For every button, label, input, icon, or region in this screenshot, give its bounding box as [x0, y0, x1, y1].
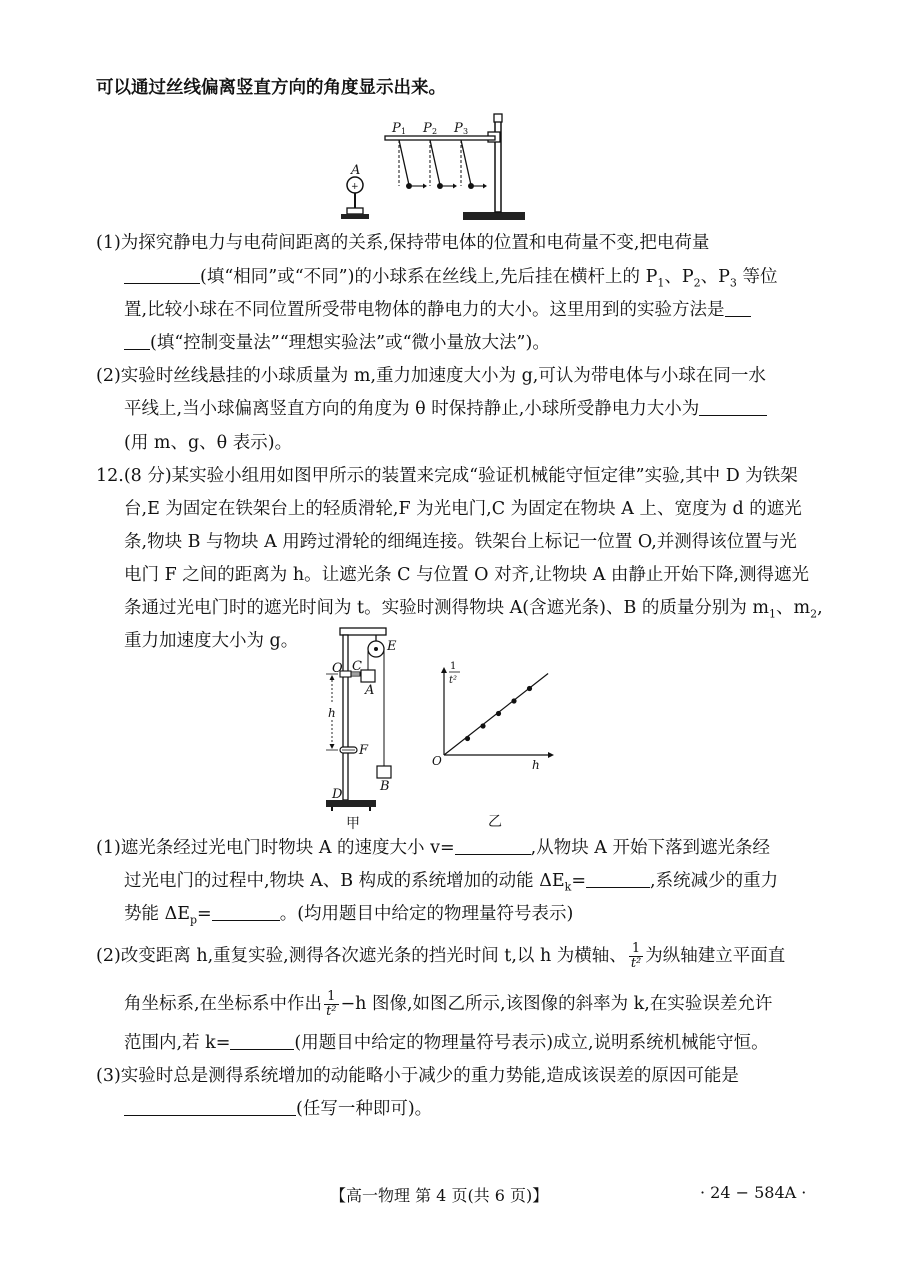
q12-stem-line5: 条通过光电门时的遮光时间为 t。实验时测得物块 A(含遮光条)、B 的质量分别为 $m_1$、$m_2$,	[124, 598, 823, 621]
caption-yi: 乙	[488, 814, 502, 830]
label-A-jia: A	[365, 683, 375, 698]
q12-stem-line2: 台,E 为固定在铁架台上的轻质滑轮,F 为光电门,C 为固定在物块 A 上、宽度为 d 的遮光	[124, 499, 802, 519]
label-C: C	[352, 659, 362, 674]
data-point	[480, 723, 485, 728]
q12-part3-line2: (任写一种即可)。	[124, 1097, 432, 1121]
label-h: h	[328, 706, 336, 720]
q12-blank-ek[interactable]	[586, 869, 650, 888]
q11-blank-1[interactable]	[124, 265, 200, 284]
label-D: D	[332, 787, 343, 802]
q11-blank-2b[interactable]	[124, 331, 150, 350]
origin-label: O	[432, 754, 442, 768]
data-point	[496, 711, 501, 716]
q12-blank-reason[interactable]	[124, 1097, 296, 1116]
fraction-1-over-t2: $\frac{1}{\text{t²}}$	[630, 941, 642, 971]
q12-part2-line1: (2)改变距离 h,重复实验,测得各次遮光条的挡光时间 t,以 h 为横轴、 $\frac{1}{\text{t²}}$ 为纵轴建立平面直	[96, 941, 786, 971]
q12-part2-line3: 范围内,若 k= (用题目中给定的物理量符号表示)成立,说明系统机械能守恒。	[124, 1033, 769, 1053]
apparatus-figure-jia	[318, 618, 418, 830]
svg-text:2: 2	[432, 127, 438, 136]
caption-jia: 甲	[346, 816, 360, 830]
q11-part1-line3: 置,比较小球在不同位置所受带电物体的静电力的大小。这里用到的实验方法是	[124, 298, 751, 322]
y-axis-label-den: t²	[449, 675, 458, 686]
q11-part2-line3: (用 m、g、θ 表示)。	[124, 433, 293, 453]
svg-text:P: P	[454, 121, 463, 136]
data-point	[527, 686, 532, 691]
graph-figure-yi	[430, 655, 560, 830]
footer-page-info: 【高一物理 第 4 页(共 6 页)】	[330, 1186, 549, 1205]
q11-part2-line1: (2)实验时丝线悬挂的小球质量为 m,重力加速度大小为 g,可认为带电体与小球在同一水	[96, 366, 766, 386]
label-A: A	[351, 163, 361, 178]
intro-line: 可以通过丝线偏离竖直方向的角度显示出来。	[96, 78, 446, 98]
q12-stem-line6: 重力加速度大小为 g。	[124, 631, 299, 651]
q11-blank-2a[interactable]	[725, 298, 751, 317]
x-axis-label: h	[532, 758, 540, 772]
fraction-1-over-t2-b: $\frac{1}{\text{t²}}$	[326, 989, 337, 1019]
q12-blank-k[interactable]	[230, 1031, 294, 1050]
q12-part1-line2: 过光电门的过程中,物块 A、B 构成的系统增加的动能 $\Delta E_k=$ ,系统减少的重力	[124, 871, 779, 894]
q11-part1-line4: (填“控制变量法”“理想实验法”或“微小量放大法”)。	[124, 331, 550, 355]
top-crossbar	[340, 628, 386, 635]
svg-text:+: +	[351, 182, 359, 192]
q12-part3-line1: (3)实验时总是测得系统增加的动能略小于减少的重力势能,造成该误差的原因可能是	[96, 1066, 739, 1086]
svg-text:1: 1	[401, 127, 407, 136]
q11-part1-line1: (1)为探究静电力与电荷间距离的关系,保持带电体的位置和电荷量不变,把电荷量	[96, 233, 710, 253]
stand-post	[343, 635, 348, 800]
q12-part2-line2: 角坐标系,在坐标系中作出 $\frac{1}{\text{t²}}$ −h 图像,如图乙所示,该图像的斜率为 k,在实验误差允许	[124, 989, 773, 1019]
q12-part1-line1: (1)遮光条经过光电门时物块 A 的速度大小 v= ,从物块 A 开始下落到遮光条经	[96, 838, 770, 858]
svg-text:P: P	[392, 121, 401, 136]
y-axis-label-num: 1	[450, 661, 457, 672]
q12-stem-line1: 12.(8 分)某实验小组用如图甲所示的装置来完成“验证机械能守恒定律”实验,其中 D 为铁架	[96, 466, 798, 486]
svg-text:3: 3	[463, 127, 469, 136]
label-F: F	[359, 743, 369, 758]
block-B	[377, 766, 391, 778]
horizontal-rod	[385, 136, 495, 140]
q11-part1-line2: (填“相同”或“不同”)的小球系在丝线上,先后挂在横杆上的 $P_1$、$P_2$、$P_3$ 等位	[124, 265, 777, 296]
stand-base	[463, 212, 525, 220]
q11-blank-3[interactable]	[699, 397, 767, 416]
svg-text:P: P	[423, 121, 432, 136]
q12-stem-line3: 条,物块 B 与物块 A 用跨过滑轮的细绳连接。铁架台上标记一位置 O,并测得该位置与光	[124, 532, 797, 552]
footer-code: · 24 − 584A ·	[700, 1183, 807, 1202]
q11-part2-line2: 平线上,当小球偏离竖直方向的角度为 θ 时保持静止,小球所受静电力大小为	[124, 397, 767, 421]
block-A	[361, 670, 375, 682]
q12-part1-line3: 势能 $\Delta E_p=$ 。(均用题目中给定的物理量符号表示)	[124, 904, 574, 927]
data-point	[465, 736, 470, 741]
label-O: O	[332, 661, 343, 676]
q12-blank-ep[interactable]	[212, 902, 280, 921]
data-point	[511, 698, 516, 703]
q12-blank-v[interactable]	[455, 836, 531, 855]
label-B: B	[380, 779, 390, 794]
label-E: E	[387, 639, 397, 654]
pendulum-figure	[335, 112, 535, 224]
q12-stem-line4: 电门 F 之间的距离为 h。让遮光条 C 与位置 O 对齐,让物块 A 由静止开始下降,测得遮光	[124, 565, 809, 585]
